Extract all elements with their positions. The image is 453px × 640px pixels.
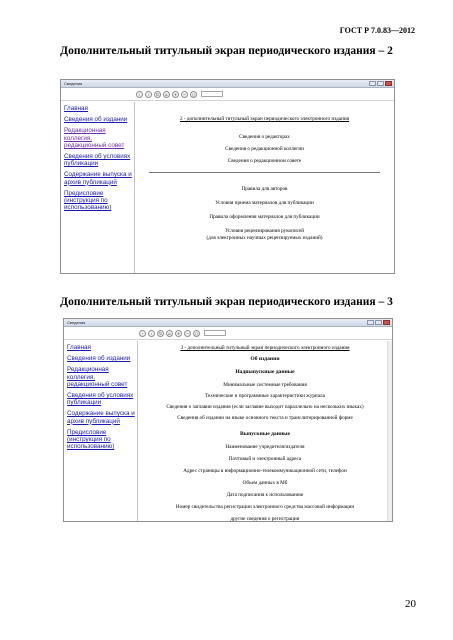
nav-item-preface[interactable]: Предисловие (инструкция по использованию) bbox=[67, 428, 115, 451]
screenshot-title-screen-3 bbox=[63, 318, 393, 522]
screen-content bbox=[135, 102, 394, 273]
section-title-3: Дополнительный титульный экран периодического издания – 3 bbox=[60, 296, 393, 308]
minimize-icon[interactable] bbox=[367, 320, 374, 325]
content-line[interactable]: Сведения о редакционной коллегии bbox=[225, 146, 304, 152]
nav-item-issue-archive[interactable]: Содержание выпуска и архив публикаций bbox=[67, 410, 135, 425]
imprint-line: Сведения о заглавии издания (если заглавие выходит параллельно на нескольких языках) bbox=[166, 404, 364, 410]
nav-item-about[interactable]: Сведения об издании bbox=[67, 355, 131, 363]
maximize-icon[interactable] bbox=[375, 320, 382, 325]
nav-item-preface[interactable]: Предисловие (инструкция по использованию) bbox=[64, 189, 112, 212]
home-icon[interactable]: ⌂ bbox=[166, 330, 173, 337]
imprint-line: Технические и программные характеристики журнала bbox=[205, 393, 325, 399]
scrollbar[interactable] bbox=[387, 341, 392, 521]
back-icon[interactable]: ‹ bbox=[139, 330, 146, 337]
imprint-heading: Надвыпускные данные bbox=[235, 369, 295, 375]
nav-item-publication-terms[interactable]: Сведения об условиях публикации bbox=[67, 392, 134, 407]
section-title-2: Дополнительный титульный экран периодического издания – 2 bbox=[60, 45, 393, 57]
page-number: 20 bbox=[405, 598, 416, 610]
sidebar-nav bbox=[61, 102, 135, 273]
imprint-line: Минимальные системные требования bbox=[223, 382, 307, 388]
home-icon[interactable]: ⌂ bbox=[163, 91, 170, 98]
search-icon[interactable]: ○ bbox=[191, 91, 196, 97]
output-line: Почтовый и электронный адреса bbox=[228, 456, 302, 462]
forward-icon[interactable]: › bbox=[148, 330, 155, 337]
content-line: (для электронных научных рецензируемых изданий) bbox=[206, 235, 323, 241]
content-line[interactable]: Правила для авторов bbox=[241, 186, 288, 192]
close-icon[interactable] bbox=[385, 81, 392, 86]
content-line[interactable]: Условия приема материалов для публикации bbox=[215, 200, 314, 206]
window-body bbox=[61, 102, 394, 273]
screen-heading: 2 - дополнительный титульный экран периодического электронного издания bbox=[179, 116, 350, 122]
zoom-in-icon[interactable]: + bbox=[176, 330, 181, 336]
output-line: Дата подписания к использованию bbox=[226, 492, 304, 498]
minimize-icon[interactable] bbox=[369, 81, 376, 86]
screen-heading: 3 - дополнительный титульный экран периодического электронного издания bbox=[180, 345, 350, 351]
browser-toolbar bbox=[61, 88, 394, 101]
about-heading: Об издании bbox=[250, 356, 280, 362]
sidebar-nav bbox=[64, 341, 138, 521]
refresh-icon[interactable]: ↻ bbox=[155, 91, 160, 97]
zoom-out-icon[interactable]: − bbox=[182, 91, 187, 97]
document-code: ГОСТ Р 7.0.83—2012 bbox=[339, 26, 415, 35]
nav-item-home[interactable]: Главная bbox=[64, 105, 88, 112]
forward-icon[interactable]: › bbox=[145, 91, 152, 98]
window-titlebar bbox=[61, 80, 394, 88]
output-heading: Выпускные данные bbox=[239, 431, 291, 437]
output-line: другие сведения о регистрации bbox=[230, 516, 300, 522]
nav-item-about[interactable]: Сведения об издании bbox=[64, 116, 128, 124]
search-icon[interactable]: ○ bbox=[194, 330, 199, 336]
zoom-in-icon[interactable]: + bbox=[173, 91, 178, 97]
browser-toolbar bbox=[64, 327, 392, 340]
back-icon[interactable]: ‹ bbox=[136, 91, 143, 98]
maximize-icon[interactable] bbox=[377, 81, 384, 86]
window-title: Сведения bbox=[67, 320, 86, 325]
address-field[interactable] bbox=[204, 330, 226, 336]
divider bbox=[149, 172, 380, 173]
content-line[interactable]: Условия рецензирования рукописей bbox=[224, 228, 305, 234]
window-body bbox=[64, 341, 392, 521]
output-line: Адрес страницы в информационно-телекоммуникационной сети, телефон bbox=[183, 468, 347, 474]
output-line: Объем данных в Мб bbox=[242, 480, 288, 486]
screen-content bbox=[138, 341, 392, 521]
screenshot-title-screen-2 bbox=[60, 79, 395, 274]
zoom-out-icon[interactable]: − bbox=[185, 330, 190, 336]
content-line[interactable]: Правила оформления материалов для публикации bbox=[209, 214, 320, 220]
imprint-line: Сведения об издании на языке основного текста и транслитерированной форме bbox=[177, 415, 353, 421]
content-line[interactable]: Сведения о редакционном совете bbox=[227, 158, 302, 164]
nav-item-publication-terms[interactable]: Сведения об условиях публикации bbox=[64, 153, 131, 168]
output-line: Наименование учредителя/издателя bbox=[225, 444, 305, 450]
nav-item-issue-archive[interactable]: Содержание выпуска и архив публикаций bbox=[64, 171, 132, 186]
content-line[interactable]: Сведения о редакторах bbox=[239, 134, 290, 140]
nav-item-editorial-board[interactable]: Редакционная коллегия, редакционный совет bbox=[64, 127, 125, 149]
nav-item-home[interactable]: Главная bbox=[67, 344, 91, 351]
close-icon[interactable] bbox=[383, 320, 390, 325]
refresh-icon[interactable]: ↻ bbox=[158, 330, 163, 336]
output-line: Номер свидетельства регистрации электронного средства массовой информации bbox=[175, 504, 355, 510]
window-titlebar bbox=[64, 319, 392, 327]
nav-item-editorial-board[interactable]: Редакционная коллегия, редакционный совет bbox=[67, 366, 128, 388]
window-title: Сведения bbox=[64, 81, 83, 86]
address-field[interactable] bbox=[201, 91, 223, 97]
